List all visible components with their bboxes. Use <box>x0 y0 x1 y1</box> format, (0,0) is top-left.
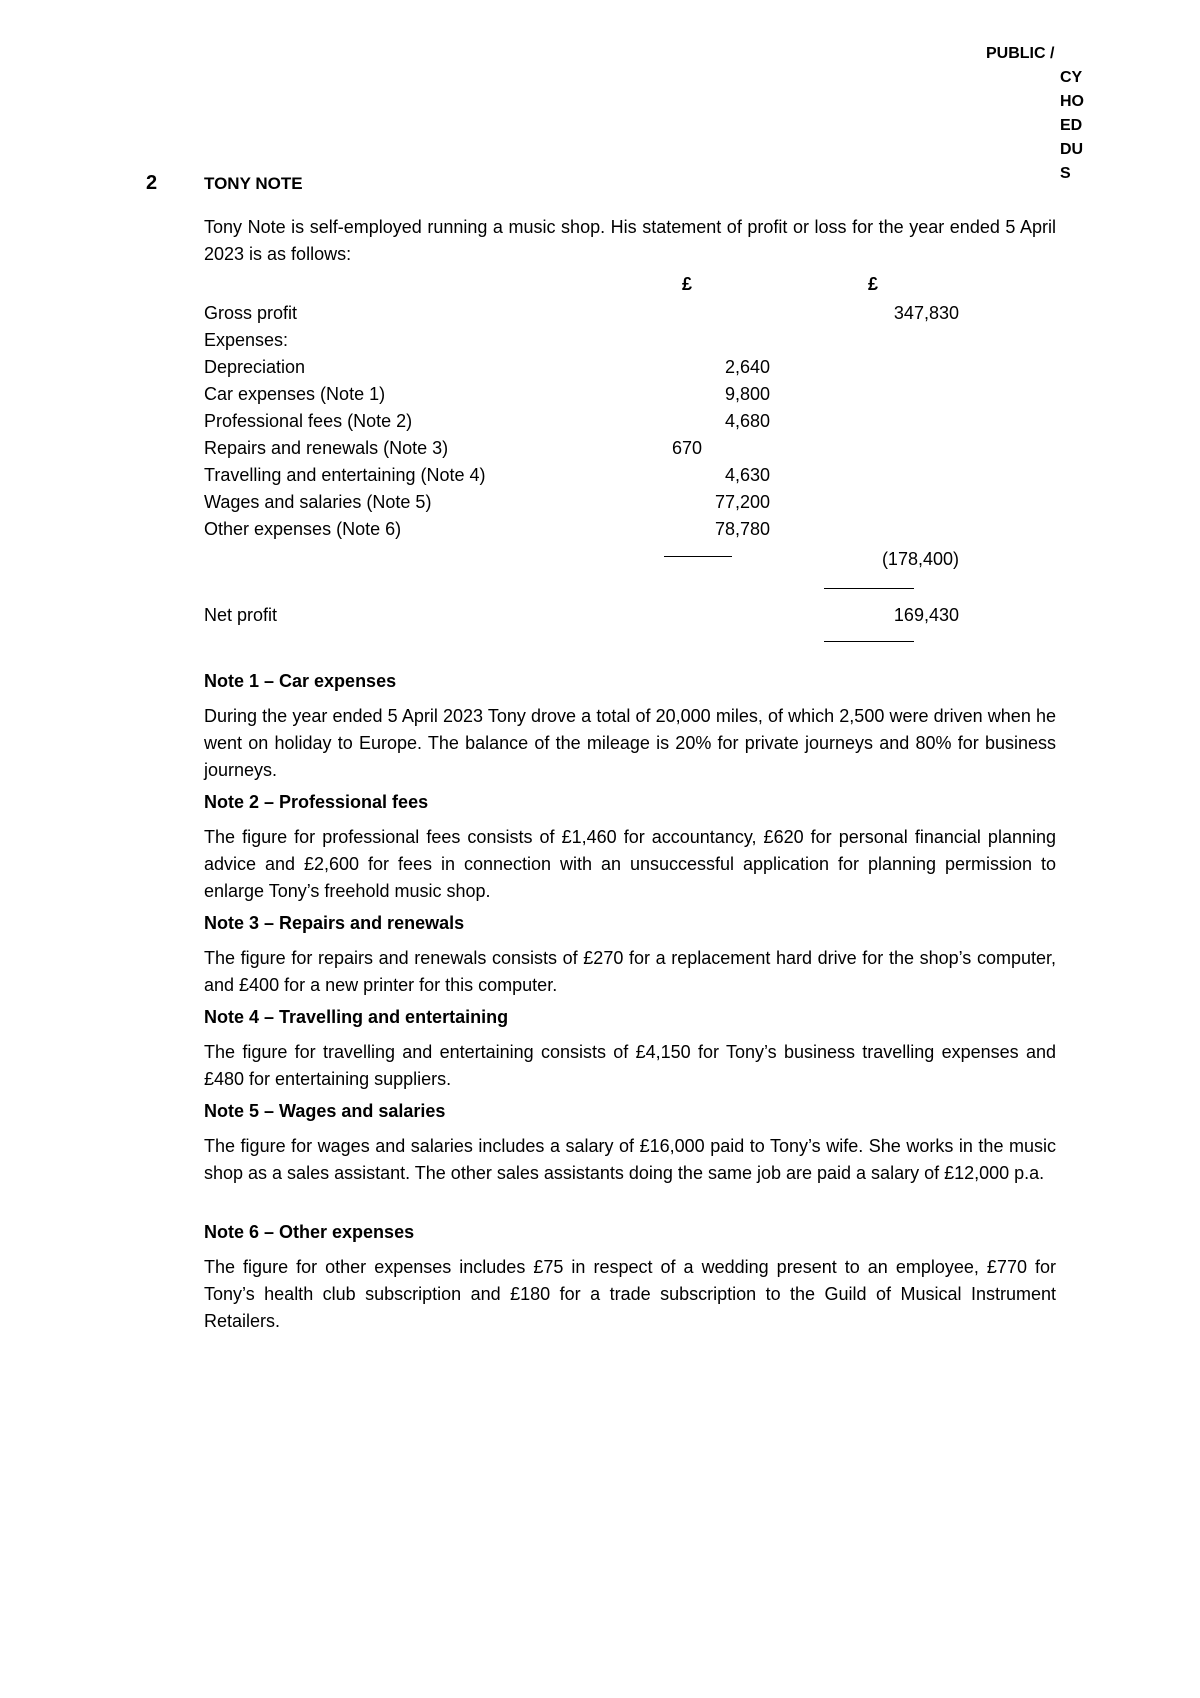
expense-label: Other expenses (Note 6) <box>204 519 402 539</box>
classification-header: PUBLIC / <box>986 45 1055 62</box>
statement-row <box>204 327 964 354</box>
gross-profit-label: Gross profit <box>204 303 298 323</box>
expense-value: 670 <box>671 438 702 458</box>
note-text: The figure for other expenses includes £75 in respect of a wedding present to an employee, £770 for Tony’s health club subscription and £180 for a trade subscription to the Guild of Musical Instrument Retailers. <box>204 1257 1056 1331</box>
intro-paragraph: Tony Note is self-employed running a music shop. His statement of profit or loss for the year ended 5 April 2023 is as follows: <box>204 217 1056 264</box>
note-heading: Note 4 – Travelling and entertaining <box>204 1007 509 1027</box>
net-profit-rule <box>824 641 914 642</box>
gross-profit-value: 347,830 <box>893 303 959 323</box>
expense-label: Car expenses (Note 1) <box>204 384 386 404</box>
expense-label: Repairs and renewals (Note 3) <box>204 438 449 458</box>
subtotal-rule <box>664 556 732 557</box>
note-text: The figure for repairs and renewals consists of £270 for a replacement hard drive for the shop’s computer, and £400 for a new printer for this computer. <box>204 948 1056 995</box>
expense-row <box>204 435 964 462</box>
expense-row <box>204 516 964 543</box>
net-profit-value: 169,430 <box>893 605 959 625</box>
expense-label: Professional fees (Note 2) <box>204 411 413 431</box>
classification-header-line: CY <box>1060 69 1083 86</box>
total-expenses-value: (178,400) <box>881 549 959 569</box>
statement-row <box>204 602 964 629</box>
note-text: The figure for wages and salaries includes a salary of £16,000 paid to Tony’s wife. She works in the music shop as a sales assistant. The other sales assistants doing the same job are paid a salary of £12,000 p.a. <box>204 1136 1056 1183</box>
expense-label: Wages and salaries (Note 5) <box>204 492 432 512</box>
note-heading: Note 6 – Other expenses <box>204 1222 415 1242</box>
expense-label: Depreciation <box>204 357 306 377</box>
note-heading: Note 2 – Professional fees <box>204 792 429 812</box>
classification-header-line: HO <box>1060 93 1084 110</box>
expenses-label: Expenses: <box>204 330 289 350</box>
expense-value: 4,680 <box>724 411 770 431</box>
expense-value: 4,630 <box>724 465 770 485</box>
classification-header-line: S <box>1060 165 1071 182</box>
note-text: The figure for professional fees consists of £1,460 for accountancy, £620 for personal financial planning advice and £2,600 for fees in connection with an unsuccessful application for planning permission to enlarge Tony’s freehold music shop. <box>204 827 1056 901</box>
expense-value: 2,640 <box>724 357 770 377</box>
net-profit-label: Net profit <box>204 605 278 625</box>
question-title: TONY NOTE <box>204 174 303 193</box>
expense-row <box>204 381 964 408</box>
note-heading: Note 5 – Wages and salaries <box>204 1101 446 1121</box>
question-number: 2 <box>146 172 158 194</box>
currency-heading-col2: £ <box>868 274 879 294</box>
note-heading: Note 3 – Repairs and renewals <box>204 913 465 933</box>
classification-header-line: DU <box>1060 141 1084 158</box>
note-text: The figure for travelling and entertaining consists of £4,150 for Tony’s business travelling expenses and £480 for entertaining suppliers. <box>204 1042 1056 1089</box>
expense-row <box>204 489 964 516</box>
total-rule <box>824 588 914 589</box>
classification-header-line: ED <box>1060 117 1083 134</box>
expense-value: 78,780 <box>714 519 770 539</box>
expense-row <box>204 462 964 489</box>
note-heading: Note 1 – Car expenses <box>204 671 397 691</box>
expense-row <box>204 354 964 381</box>
note-text: During the year ended 5 April 2023 Tony drove a total of 20,000 miles, of which 2,500 were driven when he went on holiday to Europe. The balance of the mileage is 20% for private journeys and 80% for business journeys. <box>204 706 1056 780</box>
expense-row <box>204 408 964 435</box>
expense-value: 77,200 <box>714 492 770 512</box>
gross-profit-cell <box>204 300 959 327</box>
currency-heading-col1: £ <box>682 274 693 294</box>
expense-label: Travelling and entertaining (Note 4) <box>204 465 486 485</box>
expense-value: 9,800 <box>724 384 770 404</box>
